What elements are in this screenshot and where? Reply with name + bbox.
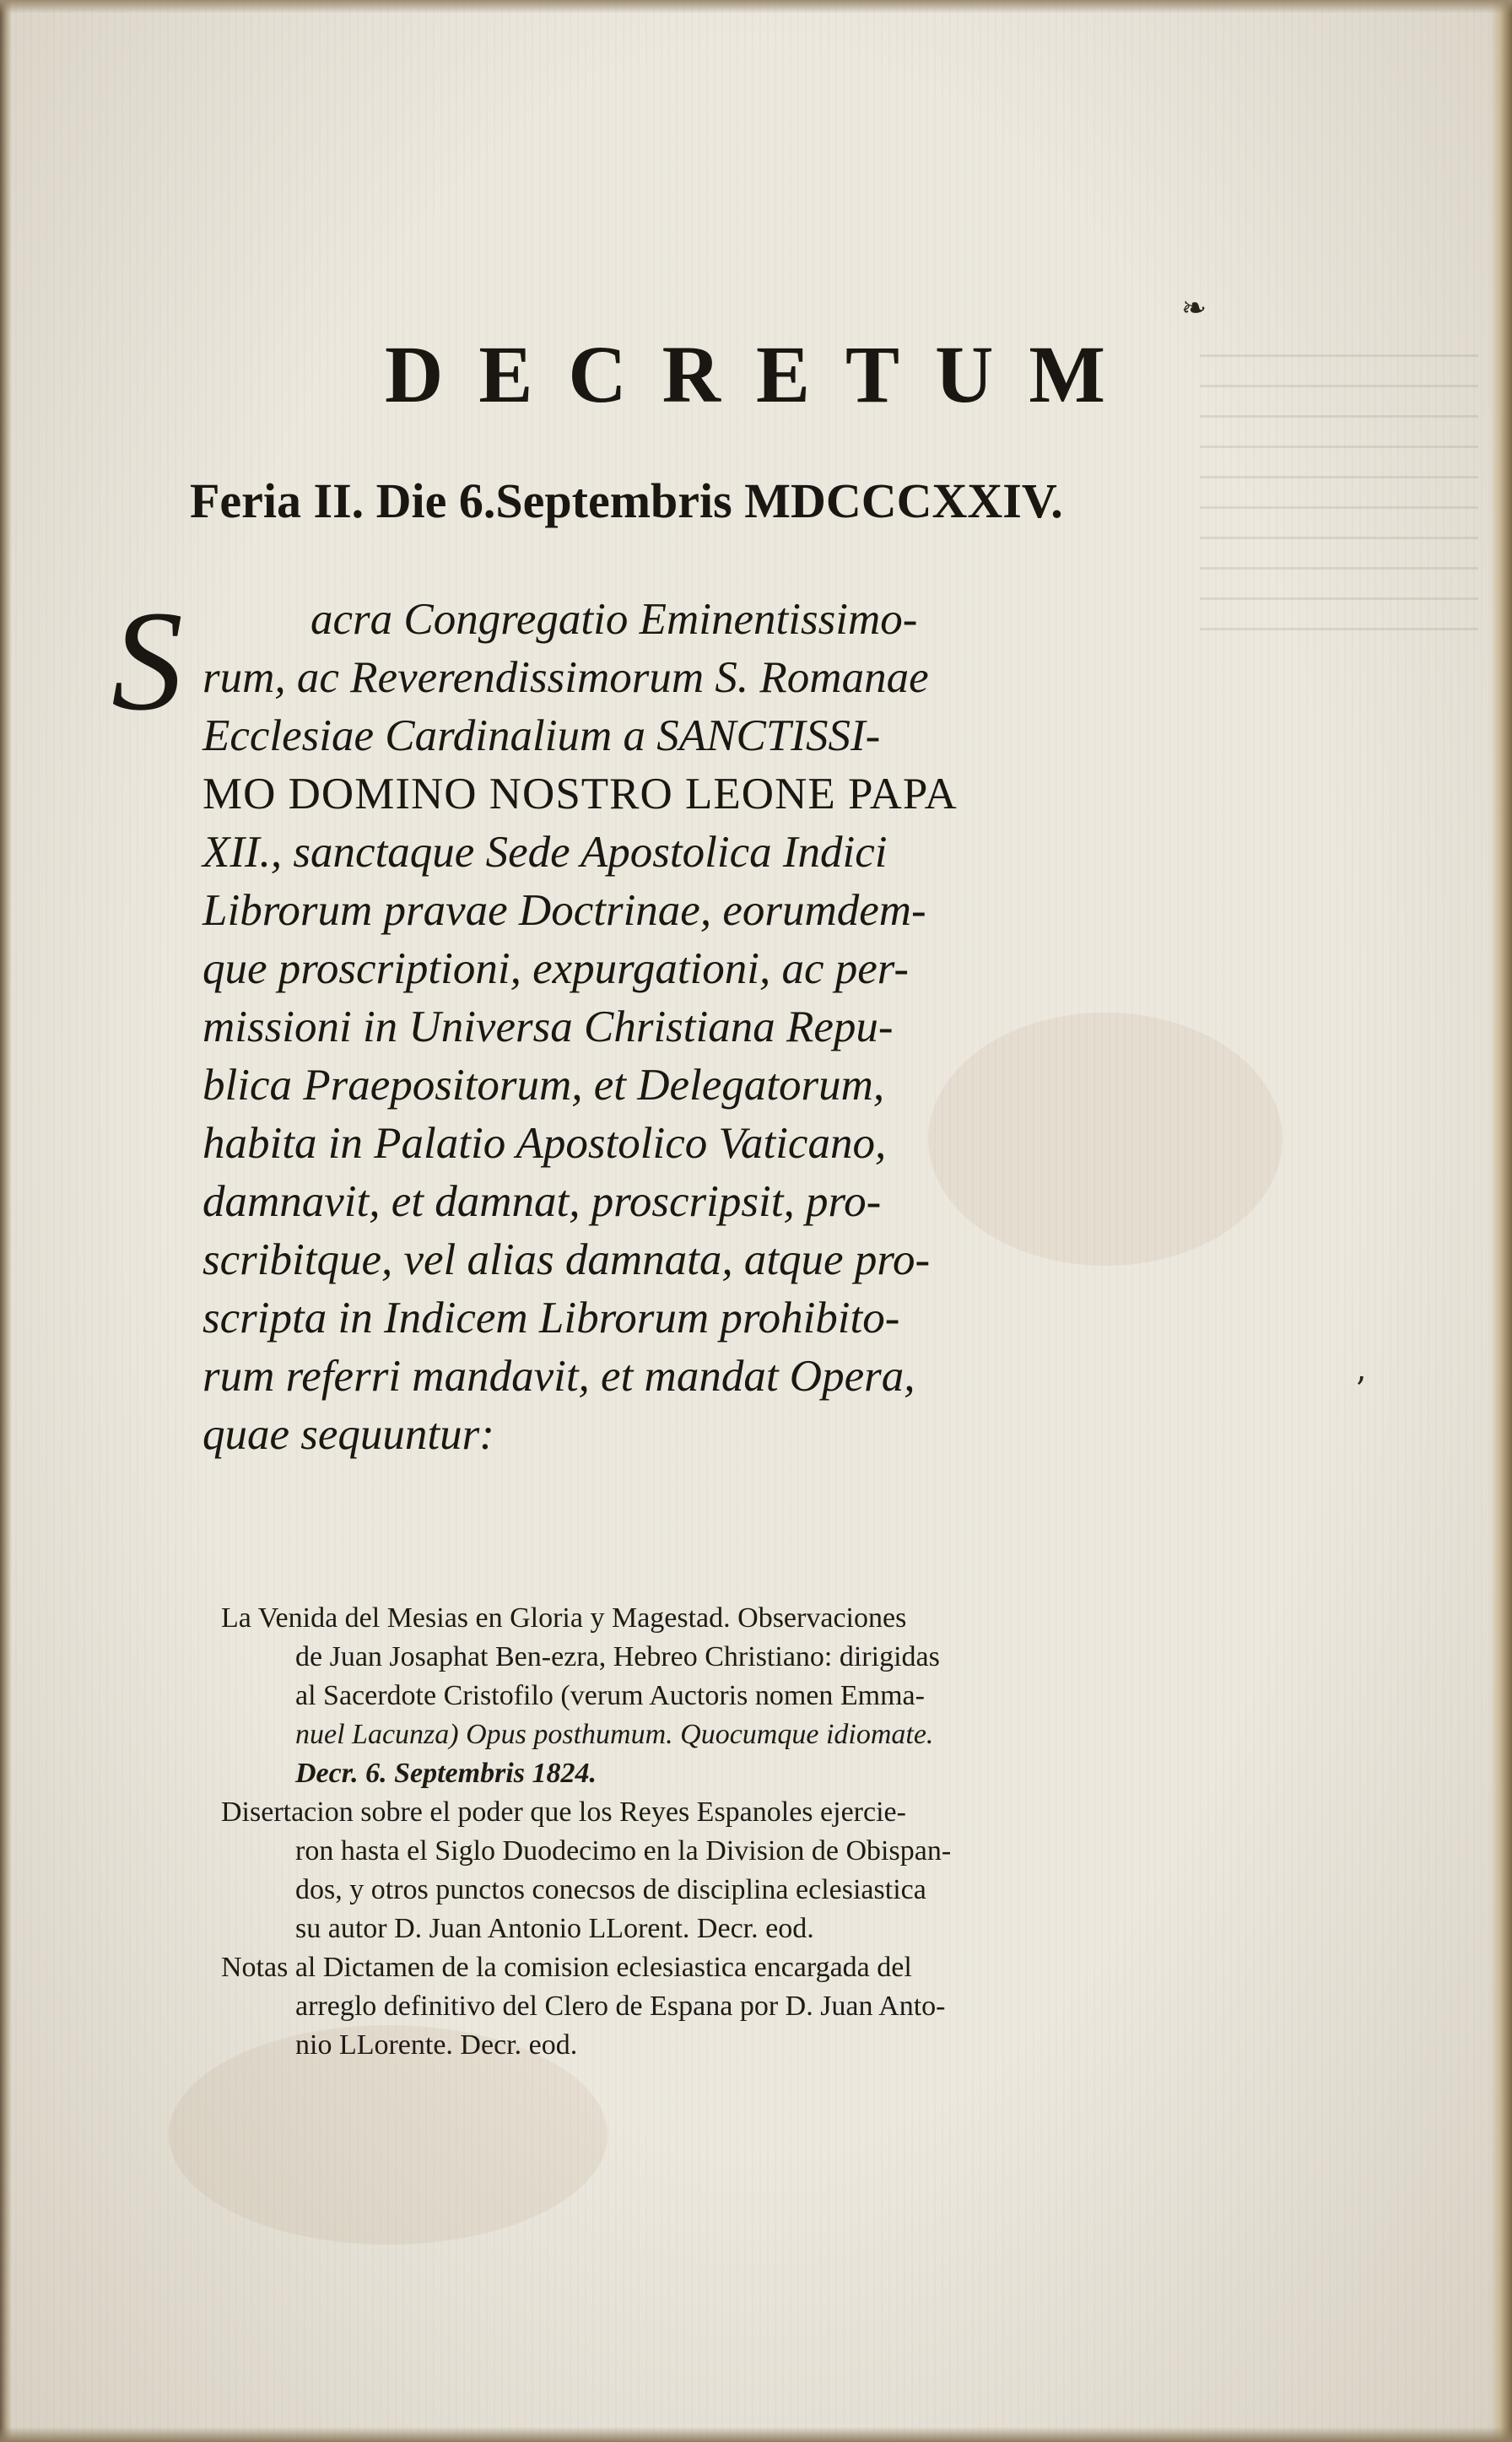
entry-line-text: arreglo definitivo del Clero de Espana por D. Juan Anto- — [295, 1991, 946, 2022]
entry-line-text: Disertacion sobre el poder que los Reyes Espanoles ejercie- — [221, 1796, 906, 1828]
entry-line — [221, 1793, 1234, 1832]
entry-line-text: Notas al Dictamen de la comision eclesiastica encargada del — [221, 1952, 912, 1983]
body-line-text: blica Praepositorum, et Delegatorum, — [202, 1061, 885, 1110]
entry-line — [221, 1715, 1234, 1754]
body-line-text: habita in Palatio Apostolico Vaticano, — [202, 1119, 887, 1168]
body-line — [202, 1348, 1230, 1406]
entry-line-text: Decr. 6. Septembris 1824. — [295, 1758, 597, 1789]
body-line-text: scripta in Indicem Librorum prohibito- — [202, 1294, 900, 1343]
body-line — [202, 649, 1230, 707]
page-subtitle: Feria II. Die 6.Septembris MDCCCXXIV. — [190, 473, 1063, 528]
page-edge-top — [0, 0, 1512, 14]
body-line-text: acra Congregatio Eminentissimo- — [310, 595, 918, 644]
entry-line — [221, 1948, 1234, 1987]
list-item — [221, 1599, 1234, 1793]
entry-line-text: nuel Lacunza) Opus posthumum. Quocumque idiomate. — [295, 1719, 934, 1750]
body-line-text: quae sequuntur: — [202, 1410, 494, 1459]
body-line-text: MO DOMINO NOSTRO LEONE PAPA — [202, 770, 958, 819]
entry-line — [221, 1754, 1234, 1793]
entry-line — [221, 1599, 1234, 1638]
body-line-text: XII., sanctaque Sede Apostolica Indici — [202, 828, 888, 877]
body-line-text: missioni in Universa Christiana Repu- — [202, 1002, 894, 1051]
body-line-text: rum referri mandavit, et mandat Opera, — [202, 1352, 915, 1401]
drop-cap: S — [111, 581, 183, 740]
body-line — [202, 1231, 1230, 1289]
body-line — [202, 940, 1230, 998]
prohibited-works-list — [221, 1599, 1234, 2065]
body-line — [202, 1406, 1230, 1464]
body-line — [202, 998, 1230, 1056]
ink-speck: ❧ — [1181, 291, 1207, 326]
entry-line — [221, 1910, 1234, 1948]
decree-body — [202, 591, 1230, 1464]
entry-line — [221, 1871, 1234, 1910]
body-line — [202, 1289, 1230, 1348]
entry-line-text: ron hasta el Siglo Duodecimo en la Division de Obispan- — [295, 1835, 952, 1867]
page-edge-bottom — [0, 2427, 1512, 2442]
body-line — [202, 824, 1230, 882]
entry-line — [221, 2026, 1234, 2065]
body-line — [202, 765, 1230, 824]
entry-line — [221, 1832, 1234, 1871]
entry-line-text: La Venida del Mesias en Gloria y Magestad. Observaciones — [221, 1602, 907, 1634]
list-item — [221, 1948, 1234, 2065]
body-line-text: Ecclesiae Cardinalium a SANCTISSI- — [202, 711, 881, 760]
ink-speck: ʼ — [1354, 1371, 1365, 1410]
entry-line — [221, 1638, 1234, 1677]
body-line — [202, 591, 1230, 649]
page-title: DECRETUM — [384, 329, 1141, 419]
entry-line-text: de Juan Josaphat Ben-ezra, Hebreo Christiano: dirigidas — [295, 1641, 940, 1672]
body-line — [202, 882, 1230, 940]
body-line — [202, 707, 1230, 765]
body-line — [202, 1115, 1230, 1173]
entry-line-text: nio LLorente. Decr. eod. — [295, 2029, 578, 2061]
body-line-text: rum, ac Reverendissimorum S. Romanae — [202, 653, 929, 702]
list-item — [221, 1793, 1234, 1948]
body-line-text: que proscriptioni, expurgationi, ac per- — [202, 944, 910, 993]
body-line-text: scribitque, vel alias damnata, atque pro- — [202, 1235, 931, 1284]
entry-line-text: al Sacerdote Cristofilo (verum Auctoris nomen Emma- — [295, 1680, 925, 1711]
body-line — [202, 1173, 1230, 1231]
entry-line — [221, 1677, 1234, 1715]
body-line — [202, 1056, 1230, 1115]
body-line-text: damnavit, et damnat, proscripsit, pro- — [202, 1177, 882, 1226]
entry-line — [221, 1987, 1234, 2026]
entry-line-text: dos, y otros punctos conecsos de disciplina eclesiastica — [295, 1874, 926, 1905]
body-line-text: Librorum pravae Doctrinae, eorumdem- — [202, 886, 926, 935]
entry-line-text: su autor D. Juan Antonio LLorent. Decr. eod. — [295, 1913, 814, 1944]
